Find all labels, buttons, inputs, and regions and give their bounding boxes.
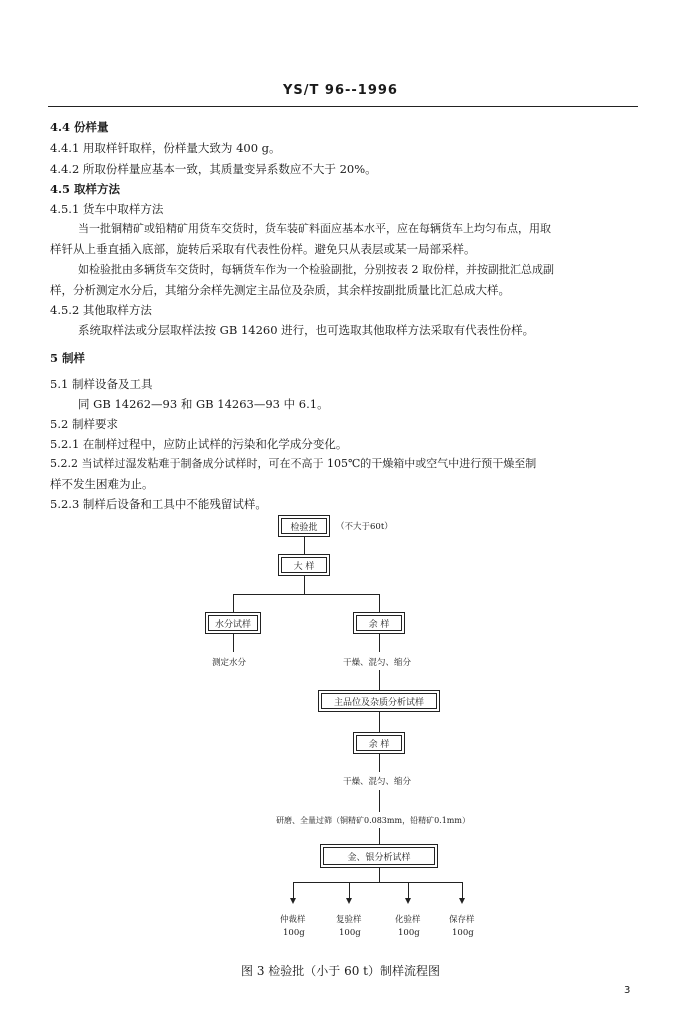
final-sample-retained: 保存样 (449, 915, 475, 925)
paragraph-4-5-2: 系统取样法或分层取样法按 GB 14260 进行，也可选取其他取样方法采取有代表性份样。 (78, 323, 535, 337)
final-sample-arbitration-weight: 100g (283, 928, 305, 938)
connector-grind-gold (379, 828, 380, 844)
section-4-4-heading: 4.4 份样量 (50, 120, 109, 134)
connector-remainder-step-2 (379, 754, 380, 772)
clause-4-4-1: 4.4.1 用取样钎取样，份样量大致为 400 g。 (50, 141, 281, 155)
moisture-sample-box: 水分试样 (205, 612, 261, 634)
connector-remainder-step (379, 634, 380, 652)
branch-line-recheck (349, 882, 350, 899)
clause-5-2-1: 5.2.1 在制样过程中，应防止试样的污染和化学成分变化。 (50, 437, 348, 451)
page-number: 3 (624, 985, 631, 996)
branch-line-assay (408, 882, 409, 899)
connector-moisture-note (233, 634, 234, 652)
branch-line-arbitration (293, 882, 294, 899)
branch-line-retained (462, 882, 463, 899)
header-rule (48, 106, 638, 107)
moisture-determination-note: 测定水分 (212, 658, 247, 668)
gold-silver-sample-box: 金、银分析试样 (320, 844, 438, 868)
paragraph-4-5-1-line-3: 如检验批由多辆货车交货时，每辆货车作为一个检验副批，分别按表 2 取份样，并按副批汇总成副 (78, 263, 554, 276)
section-5-1-heading: 5.1 制样设备及工具 (50, 377, 153, 391)
section-5-2-heading: 5.2 制样要求 (50, 417, 118, 431)
final-sample-recheck: 复验样 (336, 915, 362, 925)
final-sample-retained-weight: 100g (452, 928, 474, 938)
connector-lot-bulk (304, 537, 305, 554)
figure-caption: 图 3 检验批（小于 60 t）制样流程图 (241, 964, 440, 978)
connector-gold-split (379, 868, 380, 882)
connector-bulk-split (304, 576, 305, 594)
final-sample-assay-weight: 100g (398, 928, 420, 938)
final-sample-assay: 化验样 (395, 915, 421, 925)
remainder-box-2: 余 样 (353, 732, 405, 754)
arrow-down-icon (405, 898, 411, 904)
final-sample-recheck-weight: 100g (339, 928, 361, 938)
lot-note: （不大于60t） (336, 522, 393, 532)
lot-box: 检验批 (278, 515, 330, 537)
process-step-2: 干燥、混匀、缩分 (343, 777, 412, 787)
connector-step-grind (379, 790, 380, 812)
clause-4-5-2-heading: 4.5.2 其他取样方法 (50, 303, 152, 317)
arrow-down-icon (290, 898, 296, 904)
clause-5-2-3: 5.2.3 制样后设备和工具中不能残留试样。 (50, 497, 267, 511)
paragraph-4-5-1-line-2: 样钎从上垂直插入底部，旋转后采取有代表性份样。避免只从表层或某一局部采样。 (50, 242, 476, 256)
clause-4-4-2: 4.4.2 所取份样量应基本一致，其质量变异系数应不大于 20%。 (50, 162, 377, 176)
paragraph-4-5-1-line-4: 样，分析测定水分后，其缩分余样先测定主品位及杂质，其余样按副批质量比汇总成大样。 (50, 283, 510, 297)
arrow-down-icon (459, 898, 465, 904)
grind-sieve-step: 研磨、全量过筛（铜精矿0.083mm，铅精矿0.1mm） (276, 816, 470, 825)
clause-4-5-1-heading: 4.5.1 货车中取样方法 (50, 202, 164, 216)
clause-5-2-2-line-1: 5.2.2 当试样过湿发粘难于制备成分试样时，可在不高于 105℃的干燥箱中或空气中进行预干燥至制 (50, 457, 537, 470)
document-header-code: YS/T 96--1996 (283, 83, 398, 98)
remainder-box-1: 余 样 (353, 612, 405, 634)
arrow-down-icon (346, 898, 352, 904)
split-bar-1 (233, 594, 379, 595)
process-step-1: 干燥、混匀、缩分 (343, 658, 412, 668)
connector-main-remainder (379, 712, 380, 732)
section-5-heading: 5 制样 (50, 351, 86, 365)
bulk-sample-box: 大 样 (278, 554, 330, 576)
final-sample-arbitration: 仲裁样 (280, 915, 306, 925)
connector-step-main (379, 670, 380, 690)
paragraph-5-1: 同 GB 14262—93 和 GB 14263—93 中 6.1。 (78, 397, 329, 411)
main-grade-sample-box: 主品位及杂质分析试样 (318, 690, 440, 712)
clause-5-2-2-line-2: 样不发生困难为止。 (50, 477, 154, 491)
connector-to-remainder-1 (379, 594, 380, 612)
section-4-5-heading: 4.5 取样方法 (50, 182, 121, 196)
connector-to-moisture (233, 594, 234, 612)
paragraph-4-5-1-line-1: 当一批铜精矿或铅精矿用货车交货时，货车装矿料面应基本水平，应在每辆货车上均匀布点，用取 (78, 222, 551, 235)
split-bar-2 (293, 882, 462, 883)
